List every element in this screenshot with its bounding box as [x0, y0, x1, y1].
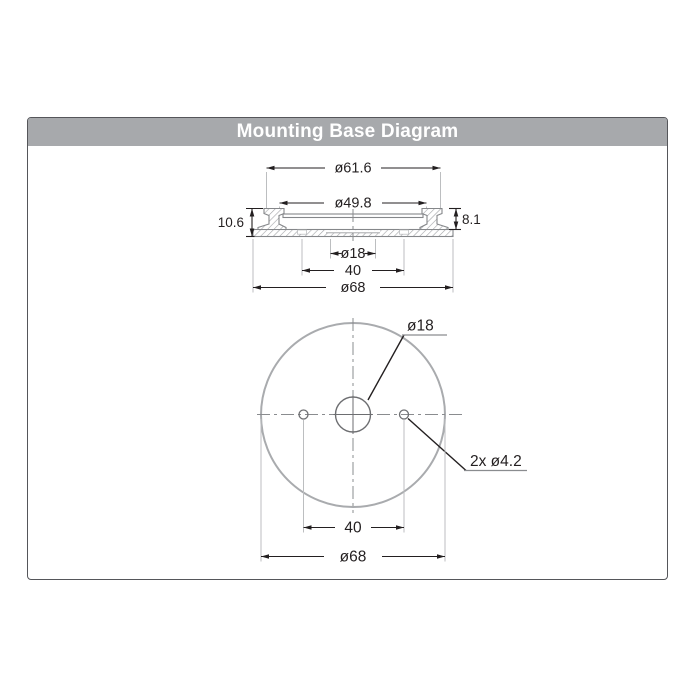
dim-base-diameter-top [261, 549, 445, 566]
dim-flange-height [449, 209, 481, 230]
top-view [257, 318, 527, 566]
dim-hole-spacing-top [304, 520, 405, 537]
dim-label-hole-spacing-side: 40 [344, 263, 362, 279]
dim-label-inner-diameter: ø49.8 [334, 195, 372, 212]
dim-label-center-hole-side: ø18 [340, 246, 366, 262]
dim-label-base-diameter-top: ø68 [339, 548, 367, 566]
dim-base-diameter-side [253, 280, 453, 296]
screw-hole-cutout-left [298, 230, 307, 234]
dim-center-hole-side [331, 246, 376, 262]
callout-center-hole [368, 318, 447, 401]
dim-label-hole-spacing-top: 40 [344, 519, 362, 537]
dim-label-flange-height: 8.1 [462, 212, 481, 227]
dim-label-total-height: 10.6 [217, 215, 244, 230]
side-view [218, 161, 481, 297]
diagram-title: Mounting Base Diagram [236, 121, 459, 142]
callout-screw-holes [408, 419, 527, 471]
left-wall-section [258, 209, 286, 230]
dim-label-base-diameter-side: ø68 [340, 280, 366, 296]
dim-hole-spacing-side [302, 263, 404, 279]
right-wall-section [420, 209, 448, 230]
callout-label-center-hole: ø18 [407, 317, 434, 335]
callout-label-screw-holes: 2x ø4.2 [470, 453, 522, 470]
dim-label-rim-diameter: ø61.6 [334, 160, 372, 177]
base-cross-section [253, 209, 453, 242]
dim-inner-diameter [280, 196, 427, 212]
screw-hole-cutout-right [400, 230, 409, 234]
dim-rim-diameter [267, 161, 441, 177]
